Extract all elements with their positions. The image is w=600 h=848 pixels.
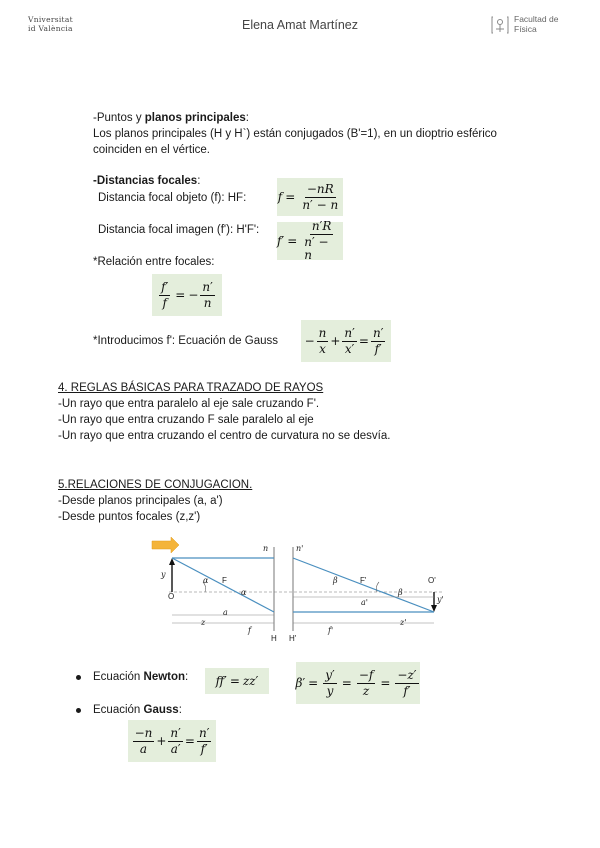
university-logo: Vniversitat id València (28, 15, 73, 33)
lateral-magnification-equation: β ′ = $\frac{y'}{y}$ = $\frac{-f}{z}$ = $\frac{-z'}{f'}$ (296, 662, 420, 704)
gauss-intro-label: *Introducimos f': Ecuación de Gauss (93, 335, 279, 347)
label-f: f (248, 626, 251, 635)
newton-label: Ecuación Newton: (93, 671, 189, 683)
gauss-equation: − $\frac{n}{x}$ + $\frac{n'}{x'}$ = $\frac{n'}{f'}$ (301, 320, 391, 362)
bullet-gauss (76, 708, 81, 713)
faculty-name-line2: Física (514, 24, 537, 34)
focal-imagen-equation: f ′ = $\frac{n'R}{n' - n}$ (277, 222, 343, 260)
bullet-newton (76, 675, 81, 680)
incoming-light-arrow-icon (152, 537, 179, 553)
label-focus-f-prime: F' (360, 576, 367, 585)
label-beta-1: β (333, 576, 338, 585)
focal-objeto-equation: f = $\frac{-nR}{n' - n}$ (277, 178, 343, 216)
label-o: O (168, 592, 175, 601)
ray-through-f (172, 558, 274, 612)
gauss-label: Ecuación Gauss: (93, 704, 182, 716)
distancias-heading: -Distancias focales: (93, 175, 201, 187)
label-f-prime: f' (328, 626, 334, 635)
planos-heading: -Puntos y planos principales: (93, 112, 249, 124)
label-focus-f: F (222, 576, 227, 585)
focal-imagen-label: Distancia focal imagen (f'): H'F': (98, 224, 260, 236)
rule-2: -Un rayo que entra cruzando F sale paralelo al eje (58, 414, 314, 426)
newton-equation: ff ′ = zz ′ (205, 668, 269, 694)
conjugation-item-2: -Desde puntos focales (z,z') (58, 511, 201, 523)
section5-title: 5.RELACIONES DE CONJUGACION. (58, 479, 253, 491)
header-author: Elena Amat Martínez (241, 18, 359, 32)
planos-text-line2: coinciden en el vértice. (93, 144, 210, 156)
label-o-prime: O' (428, 576, 436, 585)
relacion-focales-label: *Relación entre focales: (93, 256, 215, 268)
label-alpha-2: α (241, 588, 247, 597)
ray-diagram (145, 535, 465, 645)
label-n-prime: n' (296, 544, 304, 553)
label-y-prime: y' (437, 595, 444, 604)
label-beta-2: β (398, 588, 403, 597)
label-h: H (271, 634, 277, 643)
label-z-prime: z' (400, 618, 407, 627)
label-a: a (223, 608, 228, 617)
rule-3: -Un rayo que entra cruzando el centro de curvatura no se desvía. (58, 430, 391, 442)
label-h-prime: H' (289, 634, 297, 643)
label-a-prime: a' (361, 598, 368, 607)
label-alpha-1: α (203, 576, 209, 585)
section4-title: 4. REGLAS BÁSICAS PARA TRAZADO DE RAYOS (58, 382, 324, 394)
focal-objeto-label: Distancia focal objeto (f): HF: (98, 192, 247, 204)
gauss-conjugation-equation: $\frac{-n}{a}$ + $\frac{n'}{a'}$ = $\frac{n'}{f'}$ (128, 720, 216, 762)
planos-text-line1: Los planos principales (H y H`) están conjugados (B'=1), en un dioptrio esférico (93, 128, 497, 140)
faculty-emblem-icon (490, 15, 510, 35)
relacion-focales-equation: $\frac{f'}{f}$ = − $\frac{n'}{n}$ (152, 274, 222, 316)
faculty-name-line1: Facultad de (514, 14, 559, 24)
label-n: n (263, 544, 269, 553)
label-y: y (161, 570, 166, 579)
conjugation-item-1: -Desde planos principales (a, a') (58, 495, 223, 507)
rule-1: -Un rayo que entra paralelo al eje sale cruzando F'. (58, 398, 320, 410)
label-z: z (201, 618, 206, 627)
